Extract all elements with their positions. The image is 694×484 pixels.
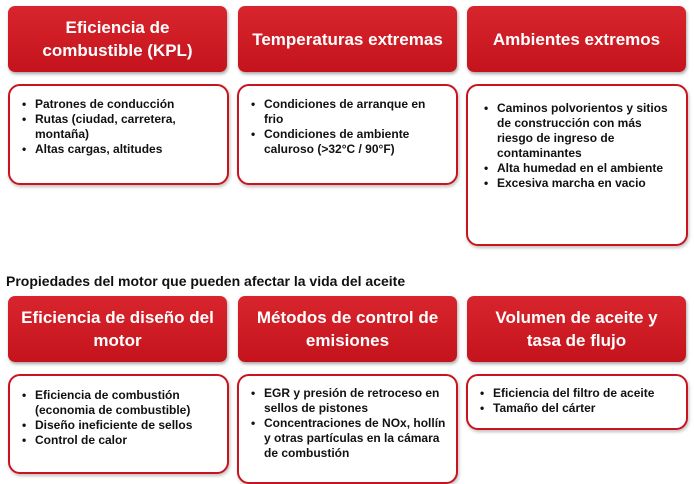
list-item: • Altas cargas, altitudes — [20, 142, 219, 157]
header-emission-control-methods: Métodos de control de emisiones — [238, 296, 457, 362]
card-engine-design-efficiency — [8, 374, 229, 474]
section-title-engine-properties: Propiedades del motor que pueden afectar la vida del aceite — [6, 273, 406, 289]
list-item: • Alta humedad en el ambiente — [482, 161, 678, 176]
card-fuel-efficiency — [8, 84, 229, 185]
list-item: • Condiciones de ambiente caluroso (>32°C / 90°F) — [249, 127, 448, 157]
list-item: • EGR y presión de retroceso en sellos de pistones — [249, 386, 448, 416]
card-oil-volume-flow — [466, 374, 688, 430]
header-fuel-efficiency: Eficiencia de combustible (KPL) — [8, 6, 227, 72]
header-extreme-environments: Ambientes extremos — [467, 6, 686, 72]
list-item: • Excesiva marcha en vacio — [482, 176, 678, 191]
list-item: • Diseño ineficiente de sellos — [20, 418, 219, 433]
list-item: • Eficiencia de combustión (economia de combustible) — [20, 388, 219, 418]
header-extreme-temperatures: Temperaturas extremas — [238, 6, 457, 72]
list-item: • Patrones de conducción — [20, 97, 219, 112]
list-item: • Control de calor — [20, 433, 219, 448]
list-item: • Concentraciones de NOx, hollín y otras partículas en la cámara de combustión — [249, 416, 448, 461]
list-item: • Condiciones de arranque en frio — [249, 97, 448, 127]
list-item: • Eficiencia del filtro de aceite — [478, 386, 678, 401]
header-engine-design-efficiency: Eficiencia de diseño del motor — [8, 296, 227, 362]
list-item: • Rutas (ciudad, carretera, montaña) — [20, 112, 219, 142]
card-emission-control-methods — [237, 374, 458, 484]
card-extreme-environments — [466, 84, 688, 246]
header-oil-volume-flow: Volumen de aceite y tasa de flujo — [467, 296, 686, 362]
card-extreme-temperatures — [237, 84, 458, 185]
list-item: • Tamaño del cárter — [478, 401, 678, 416]
list-item: • Caminos polvorientos y sitios de construcción con más riesgo de ingreso de contaminantes — [482, 101, 678, 161]
